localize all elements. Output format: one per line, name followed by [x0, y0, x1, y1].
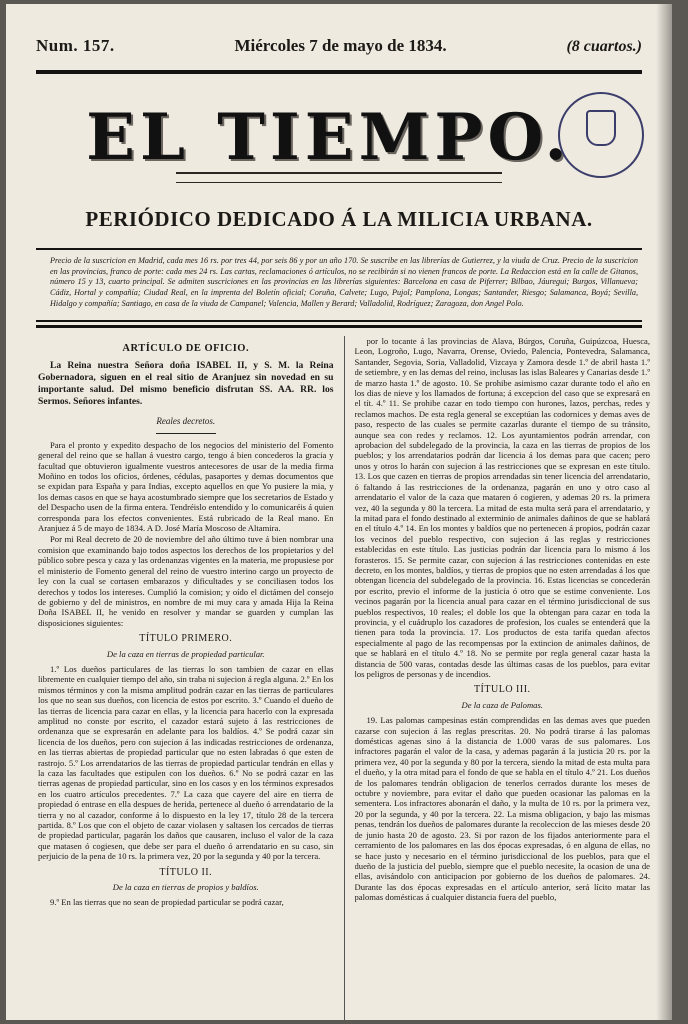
article-nine: 9.º En las tierras que no sean de propiedad particular se podrá cazar,: [50, 897, 284, 908]
decree-paragraph-1: Para el pronto y expedito despacho de los negocios del ministerio del Fomento general del reino que se hallan á vuestro cargo, tengo á bien concederos la gracia y facultad que obtuvieron igualmente vuestros antecesores de usar de la media firma Moñino en todos los oficios, órdenes, cédulas, pasaportes y demas documentos que se expidan para España y para Indias, excepto aquellos en que Yo pusiere la mia, y los demas casos en que se haya acostumbrado siempre que los secretarios de Estado y del Despacho usen de la firma entera. Tendréislo entendido y lo comunicaréis á quien corresponda para los efectos convenientes. Está rubricado de la Real mano. En Aranjuez á 5 de mayo de 1834. A D. José María Moscoso de Altamira.: [38, 439, 334, 534]
right-paragraph-1: por lo tocante á las provincias de Alava, Búrgos, Coruña, Guipúzcoa, Huesca, Leon, Logroño, Lugo, Navarra, Orense, Oviedo, Palencia, Pontevedra, Salamanca, Santander, Segovia, Soria, Valladolid, Vizcaya y Zamora desde 1.º de abril hasta 1.º de setiembre, y en las demas del reino, inclusas las islas Baleares y Canarias desde 1.º de marzo hasta 1.º de agosto. 10. Se prohibe asimismo cazar durante todo el año en los dias de nieve y los llamados de fortuna; á excepcion del caso que se expresará en el tít. 4.º 11. Se prohibe cazar en todo tiempo con hurones, lazos, perchas, redes y reclamos machos. De esta regla general se exceptúan las codornices y demas aves de paso, respecto de las cuales se permite cazarlas durante el tiempo de su tránsito, aunque sea con redes y reclamos. 12. Los ayuntamientos podrán arrendar, con aprobacion del subdelegado de la provincia, la caza en las tierras de propios de los pueblos; y los arrendatarios podrán dar licencia á los demas para que cacen; pero unos y otros lo harán con sujecion á las restricciones que se expresan en este título. 13. Los que cazen en tierras de propios arrendadas sin tener licencia del arrendatario, ó faltando á las restricciones de la ordenanza, pagarán en uno y otro caso al arrendatario el valor de la caza que mataren ó cogieren, y ademas 20 rs. la primera vez, 40 la segunda y 80 la tercera. La mitad de esta multa será para el arrendatario, y la mitad para el fondo destinado al exterminio de animales dañinos de que se hablará en el título 4.º 14. En los montes y baldíos que no pertenecen á propios, podrán cazar los vecinos del pueblo respectivo, con sujecion á las reglas y restricciones establecidas en este título. Las justicias podrán dar licencia para lo mismo á los forasteros. 15. Se permite cazar, con sujecion á las restricciones contenidas en este decreto, en los montes, baldíos, y tierras de propios que no esten arrendadas á los que obtengan licencia del subdelegado de la provincia. 16. Estas licencias se concederán por escrito, previo el informe de la justicia ó otro que se estime conveniente. Los vecinos pagarán por la licencia anual para cazar en el término jurisdiccional de sus pueblos respectivos, 10 reales; el doble los que la obtengan para cazar en toda la provincia, y el cuádruplo los cazadores de profesion, los cuales se entenderá que la tienen para toda la provincia. 17. Los productos de esta tarifa quedan afectos especialmente al pago de las recompensas por la extincion de animales dañinos, de que se hablará en el título 4.º 18. No se permite por regla general cazar hasta la distancia de 500 varas, contadas desde las últimas casas de los pueblos, para evitar los peligros de personas y de incendios.: [354, 336, 650, 679]
newspaper-page: [6, 4, 672, 1020]
decrees-rule: [156, 433, 216, 434]
column-rule: [344, 336, 345, 1020]
header-line: [36, 36, 642, 56]
right-column: [355, 336, 651, 1020]
section-title: ARTÍCULO DE OFICIO.: [122, 343, 250, 354]
library-stamp: [558, 92, 644, 178]
header-rule: [36, 70, 642, 74]
issue-date: Miércoles 7 de mayo de 1834.: [234, 36, 447, 55]
subtitle-rule: [36, 248, 642, 250]
title-three-subheading: De la caza de Palomas.: [461, 699, 543, 710]
title-two-subheading: De la caza en tierras de propios y baldíos.: [112, 882, 259, 893]
subs-rule-top: [36, 320, 642, 322]
issue-price: (8 cuartos.): [566, 38, 642, 55]
decrees-heading: Reales decretos.: [156, 416, 216, 427]
title-three-heading: TÍTULO III.: [473, 684, 531, 696]
articles-block: 1.º Los dueños particulares de las tierras lo son tambien de cazar en ellas libremente en cualquier tiempo del año, sin traba ni sujecion á regla alguna. 2.º En los mismos términos y con la misma amplitud podrán cazar en las tierras de particulares los que no sean sus dueños, con licencia de estos por escrito. 3.º Cuando el dueño de las tierras de licencia para cazar en ellas, y la licencia para hacerlo con la expresada amplitud no conste por escrito, el cazador estará sujeto á las restricciones de ordenanza que se expresarán en adelante para los baldíos. 4.º Se podrá cazar sin licencia de los dueños, pero con sujecion á las indicadas restricciones de ordenanza, en las tierras abiertas de propiedad particular que no esten labradas ó que esten de rastrojo. 5.º Los arrendatarios de las tierras de propiedad particular tendrán en ellas y la caza las facultades que estipulen con los dueños. 6.º No se podrá cazar en las tierras agenas de propiedad particular, sino en los casos y en los términos expresados en los cuatro artículos precedentes. 7.º La caza que cayere del aire en tierra de propiedad ó entrase en ella despues de herida, pertenece al dueño ó arrendatario de la tierra y no al cazador, conforme á lo dispuesto en la ley 17, título 28 de la tercera partida. 8.º Los que con el objeto de cazar violasen y saltasen los cercados de tierras de propiedad particular, pagarán los daños que causaren, incluso el valor de la caza que matasen ó cogiesen, que debe ser para el dueño ó arrendatario en su caso, sin perjuicio de la pena de 10 rs. la primera vez, 20 por la segunda y 40 por la tercera.: [38, 663, 334, 862]
subs-rule-bottom: [36, 325, 642, 328]
crest-icon: [586, 110, 616, 146]
right-paragraph-2: 19. Las palomas campesinas están comprendidas en las demas aves que pueden cazarse con sujecion á las reglas prescritas. 20. No podrá tirarse á las palomas domésticas agenas sino á la distancia de 1.000 varas de sus palomares. Los infractores pagarán el valor de la casa, y ademas pagarán á la justicia 20 rs. por la primera vez, 40 por la segunda y 80 por la tercera, siendo la mitad de esta multa para el dueño, y la otra mitad para el fondo de que se habla en el título 4.º 21. Los dueños de los palomares tendrán obligacion de tenerlos cerrados durante los meses de octubre y noviembre, para evitar el daño que pueden ocasionar las palomas en la sementera. Los infractores abonarán el daño, y la multa de 10 rs. por la primera vez, 20 por la segunda, y 40 por la tercera. 22. La misma obligacion, y bajo las mismas penas, tendrán los dueños de palomares durante la recoleccion de las mieses desde 20 de junio hasta 20 de agosto. 23. Si por razon de los fijados anteriormente para el cerramiento de los palomares en las dos épocas expresadas, ó en alguna de ellas, no se hace justo y necesario en el término jurisdiccional de los pueblos, para que el dueño de la justicia del pueblo, siempre que el pueblo necesite, la ocasion de una de ellas, avisándolo con anticipacion por gobierno de los dueños de palomares. 24. Durante las dos épocas expresadas en el artículo anterior, será lícito matar las palomas domésticas á cualquier distancia fuera del pueblo,: [354, 715, 650, 903]
masthead-title: EL TIEMPO.: [86, 100, 572, 175]
subscription-notice: Precio de la suscricion en Madrid, cada mes 16 rs. por tres 44, por seis 86 y por un año 170. Se suscribe en las librerías de Gutierrez, y la viuda de Cruz. Precio de la suscricion en las provincias, franco de porte: cada mes 24 rs. Las cartas, reclamaciones ó artículos, no se recibirán si no vienen francos de porte. La Redaccion está en la calle de Gitanos, número 15 y 13, cuarto principal. Se admiten suscriciones en las provincias en las librerías siguientes: Barcelona en casa de Piferrer; Bilbao, Jáuregui; Burgos, Villanueva; Cádiz, Hortal y compañía; Ciudad Real, en la imprenta del Boletín oficial; Coruña, Calvete; Lugo, Pujol; Pamplona, Longas; Santander, Riesgo; Salamanca, Boyá; Sevilla, Hidalgo y compañía; Santiago, en casa de la viuda de Campanel; Valencia, Mallen y Berard; Valladolid, Rodríguez; Zaragoza, don Angel Polo.: [50, 256, 638, 308]
royal-notice: La Reina nuestra Señora doña ISABEL II, y S. M. la Reina Gobernadora, siguen en el real sitio de Aranjuez sin novedad en su importante salud. Del mismo beneficio disfrutan SS. AA. RR. los Sermos. Señores infantes.: [38, 360, 334, 408]
body-columns: [38, 336, 650, 1020]
left-column: [38, 336, 334, 1020]
issue-number: Num. 157.: [36, 36, 115, 55]
decree-paragraph-2: Por mi Real decreto de 20 de noviembre del año último tuve á bien nombrar una comision que examinando bajo todos aspectos los derechos de los propietarios y del público sobre pesca y caza y las ordenanzas vigentes en la materia, me propusiese por el ministerio de Fomento general del reino de vuestro interino cargo un proyecto de ley con la cual se cortasen embarazos y dificultades y se conciliasen todos los derechos y todos los intereses. Cumplió la comision; y oído el dictámen del consejo de gobierno y del de ministros, en nombre de mi muy cara y amada Hija la Reina Doña ISABEL II, he venido en resolver y mandar se guarden y cumplan las disposiciones siguientes:: [38, 534, 334, 628]
title-one-heading: TÍTULO PRIMERO.: [139, 633, 233, 645]
newspaper-subtitle: PERIÓDICO DEDICADO Á LA MILICIA URBANA.: [85, 207, 593, 231]
ornament-divider: [176, 172, 502, 183]
title-one-subheading: De la caza en tierras de propiedad particular.: [106, 648, 265, 659]
title-two-heading: TÍTULO II.: [159, 866, 213, 878]
